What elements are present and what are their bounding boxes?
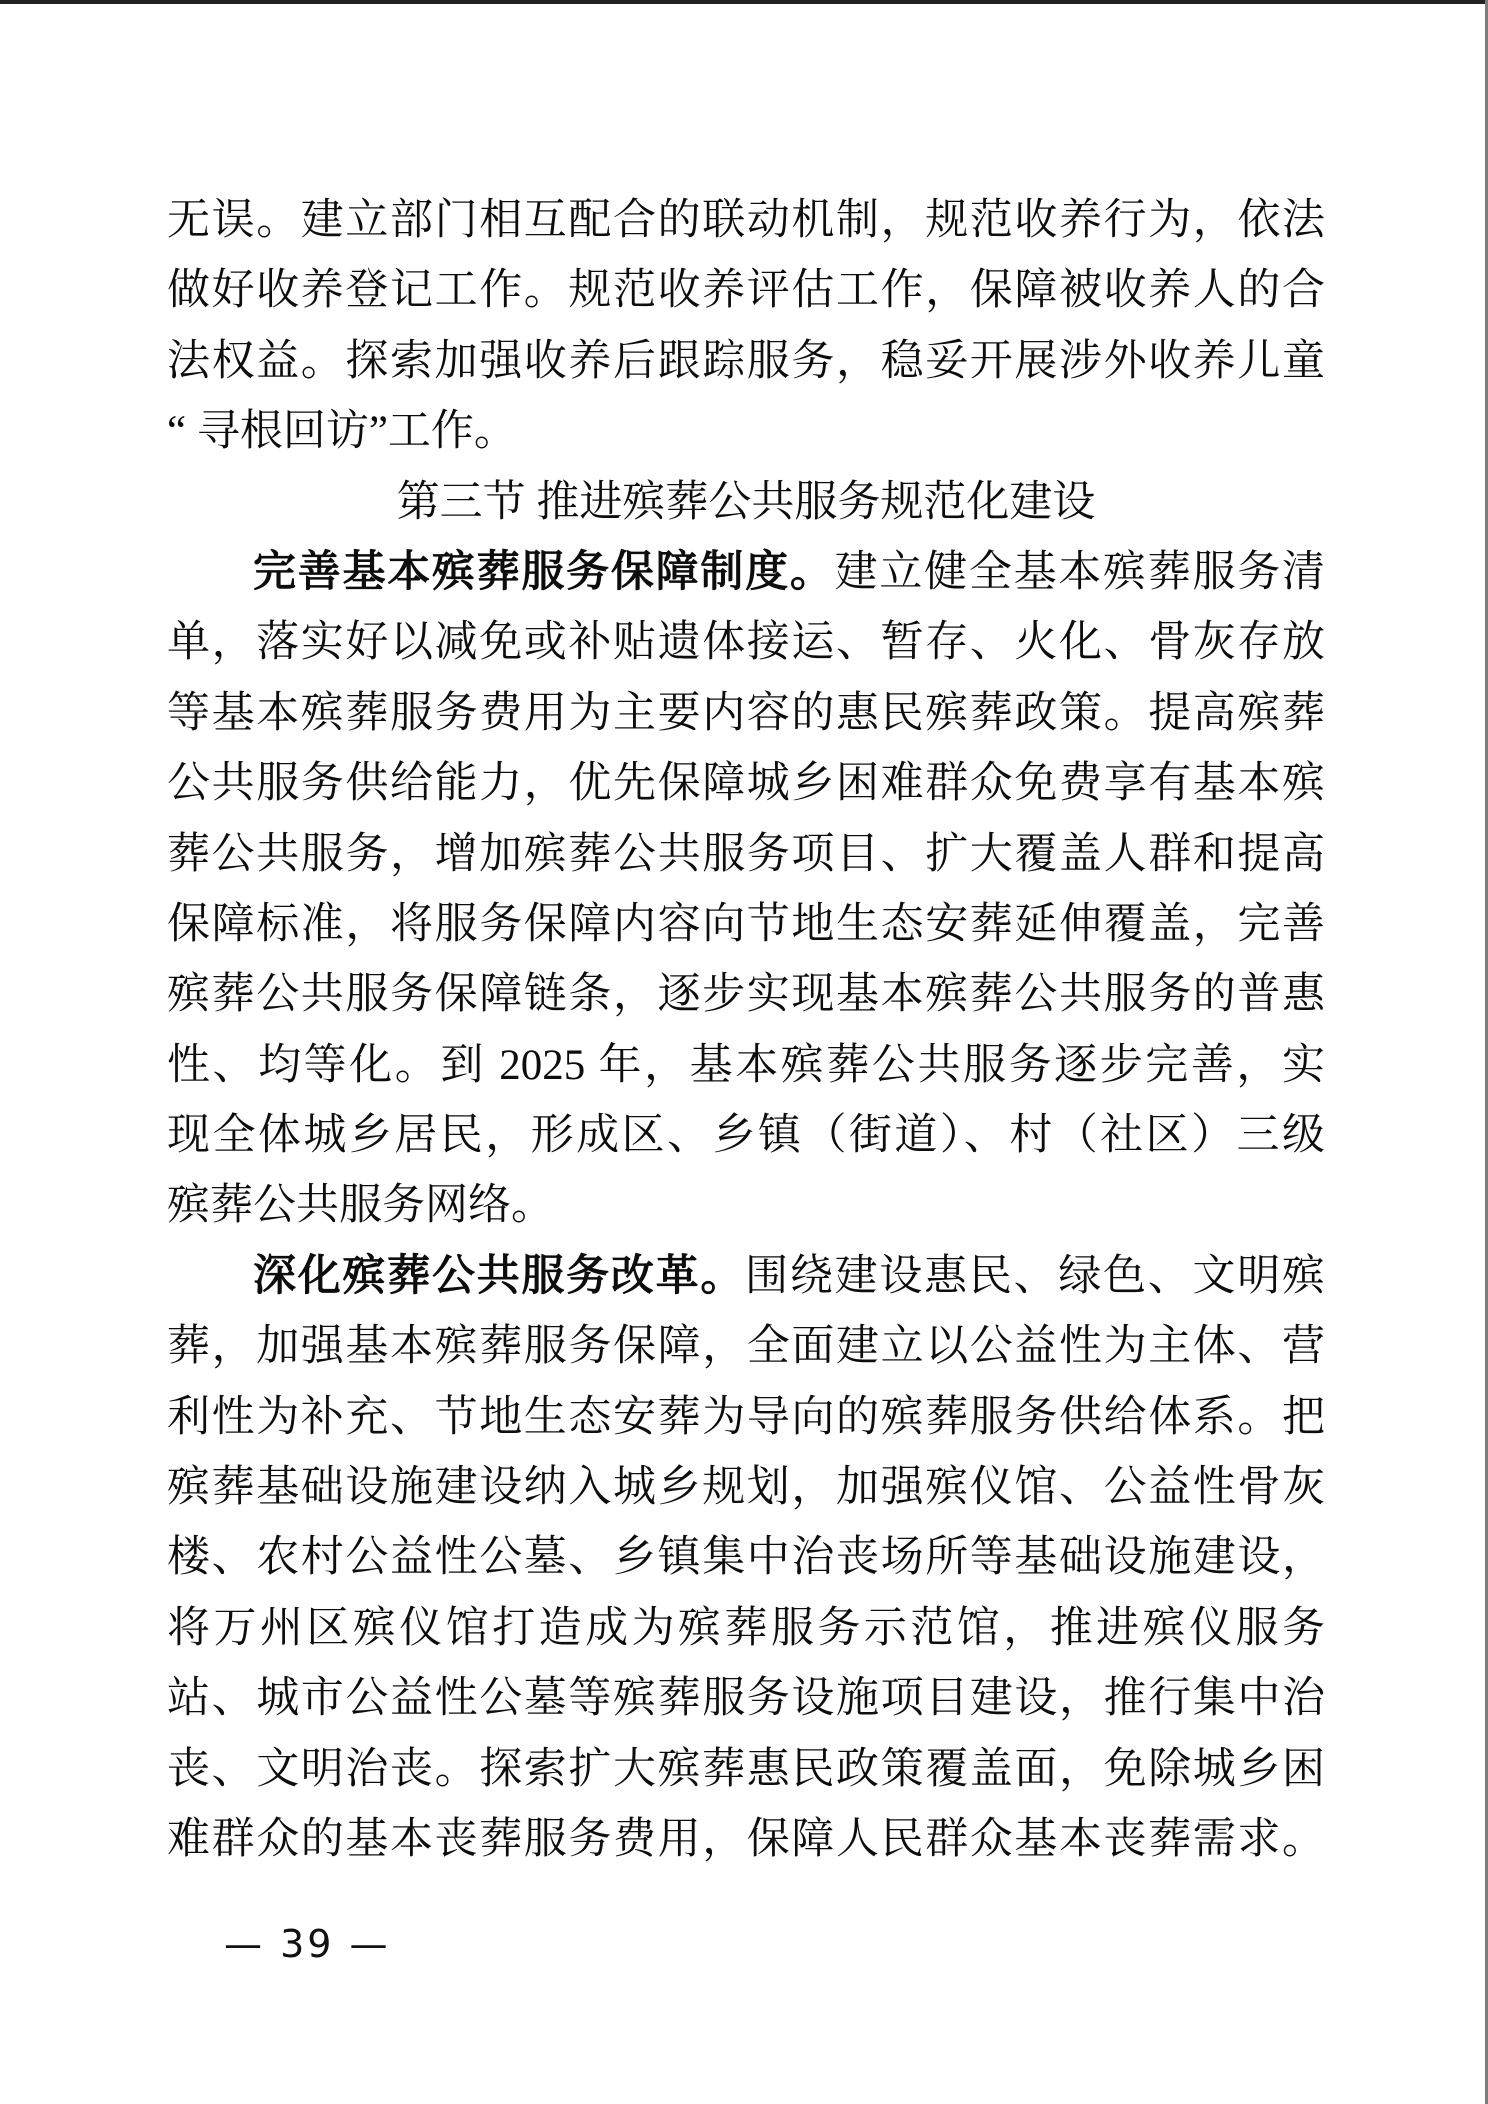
body-text: 现全体城乡居民，形成区、乡镇（街道）、村（社区）三级 [167, 1112, 1325, 1160]
body-text: 丧、文明治丧。探索扩大殡葬惠民政策覆盖面，免除城乡困 [167, 1745, 1325, 1793]
body-line [167, 327, 1325, 397]
body-text: 性、均等化。到 2025 年，基本殡葬公共服务逐步完善，实 [167, 1041, 1325, 1089]
body-line [167, 186, 1325, 256]
body-line [167, 538, 1325, 608]
body-text: 殡葬公共服务保障链条，逐步实现基本殡葬公共服务的普惠 [167, 971, 1325, 1019]
body-line [167, 1312, 1325, 1382]
body-text: 单，落实好以减免或补贴遗体接运、暂存、火化、骨灰存放 [167, 619, 1325, 667]
body-text: 葬公共服务，增加殡葬公共服务项目、扩大覆盖人群和提高 [167, 830, 1325, 878]
body-text: 殡葬基础设施建设纳入城乡规划，加强殡仪馆、公益性骨灰 [167, 1464, 1325, 1512]
scan-top-edge [0, 0, 1486, 4]
bold-lead-text: 深化殡葬公共服务改革。 [253, 1252, 746, 1300]
body-text: 第三节 推进殡葬公共服务规范化建设 [396, 478, 1096, 526]
body-text: 将万州区殡仪馆打造成为殡葬服务示范馆，推进殡仪服务 [167, 1604, 1325, 1652]
body-line [167, 1523, 1325, 1593]
body-line [167, 960, 1325, 1030]
body-line [167, 608, 1325, 678]
body-text: 葬，加强基本殡葬服务保障，全面建立以公益性为主体、营 [167, 1323, 1325, 1371]
body-text: 建立健全基本殡葬服务清 [834, 548, 1326, 596]
body-text: 围绕建设惠民、绿色、文明殡 [745, 1252, 1326, 1300]
body-line [167, 1805, 1325, 1875]
body-line [167, 1383, 1325, 1453]
body-line [167, 1101, 1325, 1171]
body-line [167, 1664, 1325, 1734]
body-text: “ 寻根回访”工作。 [167, 408, 517, 456]
body-text: 利性为补充、节地生态安葬为导向的殡葬服务供给体系。把 [167, 1393, 1325, 1441]
body-text: 难群众的基本丧葬服务费用，保障人民群众基本丧葬需求。 [167, 1815, 1325, 1863]
body-line [167, 1171, 1325, 1241]
body-line [167, 1031, 1325, 1101]
body-line [167, 1242, 1325, 1312]
body-text: 等基本殡葬服务费用为主要内容的惠民殡葬政策。提高殡葬 [167, 689, 1325, 737]
body-text: 公共服务供给能力，优先保障城乡困难群众免费享有基本殡 [167, 760, 1325, 808]
body-text: 保障标准，将服务保障内容向节地生态安葬延伸覆盖，完善 [167, 900, 1325, 948]
page-number: — 39 — [224, 1922, 391, 1966]
body-text: 法权益。探索加强收养后跟踪服务，稳妥开展涉外收养儿童 [167, 337, 1325, 385]
body-text: 站、城市公益性公墓等殡葬服务设施项目建设，推行集中治 [167, 1675, 1325, 1723]
body-text: 无误。建立部门相互配合的联动机制，规范收养行为，依法 [167, 197, 1325, 244]
text-block [167, 186, 1325, 1875]
body-line [167, 820, 1325, 890]
body-line [167, 749, 1325, 819]
body-line [167, 256, 1325, 326]
body-line [167, 1594, 1325, 1664]
body-text: 殡葬公共服务网络。 [167, 1182, 554, 1230]
body-line [167, 679, 1325, 749]
body-text: 做好收养登记工作。规范收养评估工作，保障被收养人的合 [167, 267, 1325, 315]
body-line [167, 1735, 1325, 1805]
bold-lead-text: 完善基本殡葬服务保障制度。 [253, 548, 835, 596]
body-line [167, 890, 1325, 960]
body-line [167, 1453, 1325, 1523]
section-heading [167, 468, 1325, 538]
body-text: 楼、农村公益性公墓、乡镇集中治丧场所等基础设施建设， [167, 1534, 1325, 1582]
body-line [167, 397, 1325, 467]
